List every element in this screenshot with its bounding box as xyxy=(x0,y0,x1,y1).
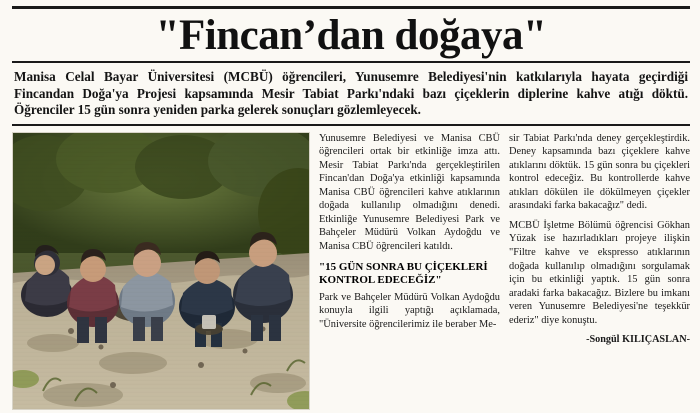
article-column-2 xyxy=(509,132,690,346)
column-1-subheading: "15 GÜN SONRA BU ÇİÇEKLERİ KONTROL EDECEĞİZ" xyxy=(319,260,488,286)
column-1-paragraph-1: Yunusemre Belediyesi ve Manisa CBÜ öğrencileri ortak bir etkinliğe imza attı. Mesir Tabiat Parkı'nda gerçekleştirilen Fincan'dan Doğa'ya etkinliği kapsamında Manisa CBÜ öğrencileri kahve atıklarının doğada kullanılıp olmadığını denedi. Etkinliğe Yunusemre Belediyesi Park ve Bahçeler Müdürü Volkan Aydoğdu ve Manisa CBÜ öğrencileri katıldı. xyxy=(319,132,500,252)
headline-divider xyxy=(12,61,690,63)
column-2-paragraph-2: MCBÜ İşletme Bölümü öğrencisi Gökhan Yüzak ise hazırladıkları projeye ilişkin "Filtre kahve ve ekspresso atıklarının doğada kullanılıp olmadığını sorgulamak için bu etkinliği yaptık. 15 gün sonra aradaki farka bakacağız. Bizlere bu imkanı veren Yunusemre Belediyesi'ne teşekkür ederiz" diye konuştu. xyxy=(509,219,690,326)
article-standfirst: Manisa Celal Bayar Üniversitesi (MCBÜ) öğrencileri, Yunusemre Belediyesi'nin katkılarıyla hayata geçirdiği Fincandan Doğa'ya Projesi kapsamında Mesir Tabiat Parkı'ndaki bazı çiçeklerin diplerine kahve atığı döktü. Öğrenciler 15 gün sonra yeniden parka gelerek sonuçları gözlemleyecek. xyxy=(14,69,688,118)
top-divider xyxy=(12,6,690,9)
article-photo xyxy=(12,132,310,410)
standfirst-divider xyxy=(12,124,690,126)
page-title: "Fincan’dan doğaya" xyxy=(155,12,547,59)
article-column-1 xyxy=(319,132,500,338)
article-byline: -Songül KILIÇASLAN- xyxy=(586,334,690,346)
column-1-paragraph-2: Park ve Bahçeler Müdürü Volkan Aydoğdu konuyla ilgili yaptığı açıklamada, "Üniversite öğrencilerimiz ile beraber Me- xyxy=(319,291,500,330)
column-2-paragraph-1: sir Tabiat Parkı'nda deney gerçekleştirdik. Deney kapsamında bazı çiçeklere kahve atıklarını döktük. 15 gün sonra bu çiçekleri kontrol edeceğiz. Bu kontrollerde kahve atıkları dökülen ile dökülmeyen çiçekler arasındaki farka bakacağız" dedi. xyxy=(509,132,690,212)
article-body xyxy=(12,132,690,410)
